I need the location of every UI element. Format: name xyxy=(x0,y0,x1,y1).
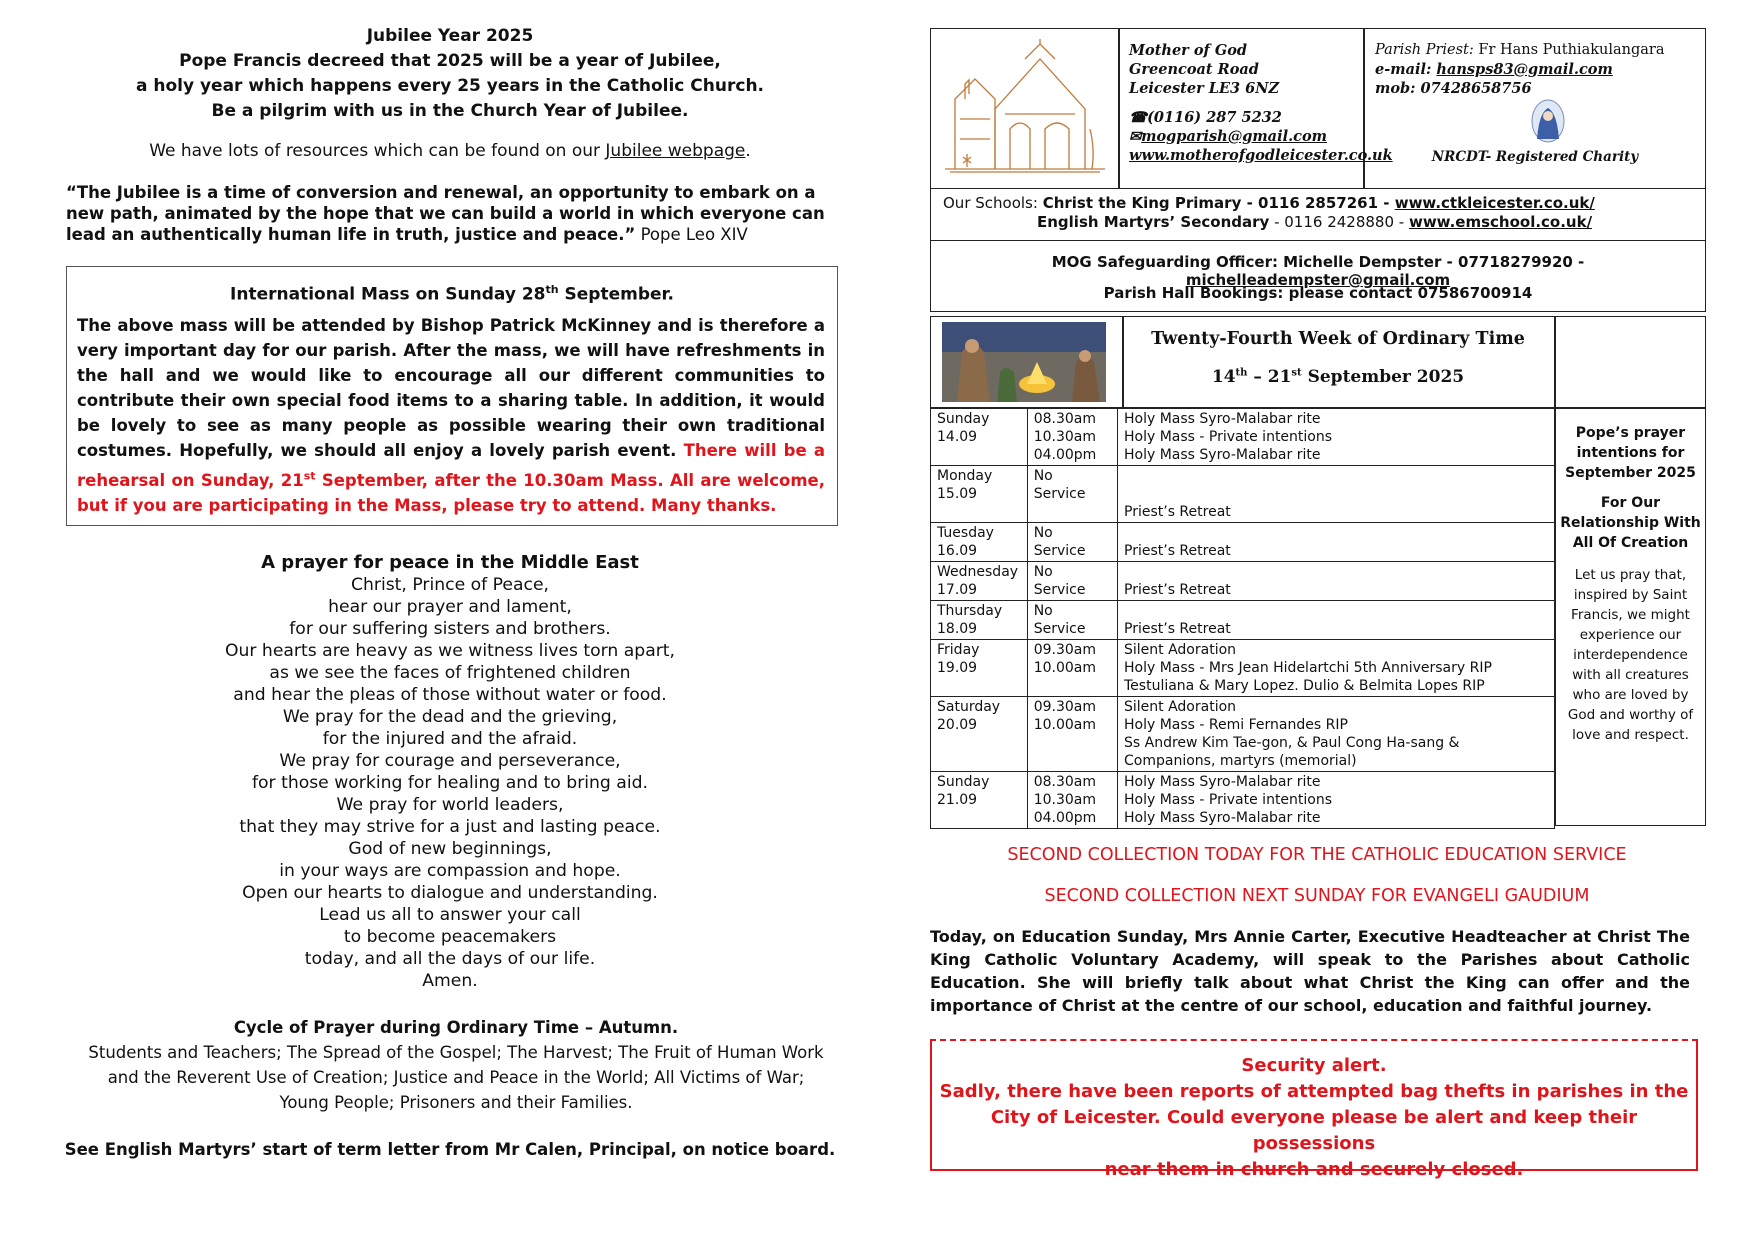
secondary-school-link[interactable]: www.emschool.co.uk/ xyxy=(1408,213,1593,231)
schedule-row xyxy=(931,772,1555,829)
prayer-line: Christ, Prince of Peace, xyxy=(350,575,550,595)
schedule-event xyxy=(1124,602,1548,620)
schedule-event: Companions, martyrs (memorial) xyxy=(1124,753,1357,769)
prayer-line: as we see the faces of frightened children xyxy=(269,663,631,683)
quote-text: “The Jubilee is a time of conversion and renewal, an opportunity to embark on a new path, animated by the hope that we can build a world in which everyone can lead an authentically human life in truth, justice and peace.” xyxy=(66,183,825,244)
prayer-lines xyxy=(0,574,900,992)
secondary-phone: - 0116 2428880 - xyxy=(1269,213,1409,231)
security-line: City of Leicester. Could everyone please be alert and keep their possessions xyxy=(990,1107,1638,1154)
security-alert-box xyxy=(930,1039,1698,1180)
safeguarding-email-link[interactable]: michelleadempster@gmail.com xyxy=(1185,271,1451,289)
prayer-line: hear our prayer and lament, xyxy=(328,597,572,617)
schedule-event-cell xyxy=(1118,466,1555,523)
schedule-event-cell xyxy=(1118,409,1555,466)
schedule-row xyxy=(931,466,1555,523)
schedule-day: Wednesday xyxy=(937,564,1019,580)
education-sunday-notice: Today, on Education Sunday, Mrs Annie Carter, Executive Headteacher at Christ The King Catholic Voluntary Academy, will speak to the Parishes about Catholic Education. She will briefly talk about what Christ the King can offer and the importance of Christ at the centre of our school, education and faithful journey. xyxy=(930,927,1690,1015)
schedule-day-cell xyxy=(931,409,1028,466)
parish-header xyxy=(930,28,1706,189)
priest-mobile: mob: 07428658756 xyxy=(1375,80,1532,97)
schedule-event-cell xyxy=(1118,523,1555,562)
jubilee-line: a holy year which happens every 25 years in the Catholic Church. xyxy=(135,76,765,96)
schedule-time: No xyxy=(1033,525,1053,541)
schedule-time: Service xyxy=(1033,486,1086,502)
schedule-event: Testuliana & Mary Lopez. Dulio & Belmita Lopes RIP xyxy=(1124,678,1485,694)
security-title: Security alert. xyxy=(1241,1055,1387,1076)
schedule-event xyxy=(1124,563,1548,581)
cycle-title: Cycle of Prayer during Ordinary Time – Autumn. xyxy=(233,1018,679,1037)
prayer-line: for those working for healing and to bring aid. xyxy=(251,773,648,793)
pope-body xyxy=(1556,565,1705,745)
address-line: Mother of God xyxy=(1129,42,1248,59)
schedule-event-cell xyxy=(1118,772,1555,829)
collection-next: SECOND COLLECTION NEXT SUNDAY FOR EVANGELI GAUDIUM xyxy=(1044,886,1590,906)
pope-body-line: experience our xyxy=(1579,627,1682,643)
prayer-title: A prayer for peace in the Middle East xyxy=(261,552,639,573)
phone-icon: ☎ xyxy=(1129,109,1148,126)
intl-title-sup: th xyxy=(545,283,559,296)
cycle-line: Young People; Prisoners and their Families. xyxy=(279,1093,633,1112)
parish-address xyxy=(1129,41,1393,165)
schedule-time: 10.00am xyxy=(1033,660,1096,676)
resources-line xyxy=(0,141,900,161)
pope-title xyxy=(1556,423,1705,483)
schedule-time-cell xyxy=(1027,697,1117,772)
schools-line-2 xyxy=(1037,213,1592,232)
schedule-event xyxy=(1124,467,1548,485)
charity-text: NRCDT- Registered Charity xyxy=(1431,149,1639,165)
week-date-start: 14 xyxy=(1211,367,1236,387)
safeguarding-box xyxy=(930,241,1706,312)
schedule-time: 10.30am xyxy=(1033,429,1096,445)
schedule-time: 10.30am xyxy=(1033,792,1096,808)
pope-body-line: Let us pray that, xyxy=(1574,567,1687,583)
schedule-row xyxy=(931,562,1555,601)
cycle-line: Students and Teachers; The Spread of the Gospel; The Harvest; The Fruit of Human Work xyxy=(88,1043,824,1062)
schedule-day-cell xyxy=(931,466,1028,523)
resources-end: . xyxy=(745,141,751,161)
cycle-of-prayer xyxy=(66,1015,846,1115)
prayer-line: for our suffering sisters and brothers. xyxy=(289,619,611,639)
pope-body-line: with all creatures xyxy=(1572,667,1689,683)
schedule-row xyxy=(931,697,1555,772)
schedule-day-cell xyxy=(931,640,1028,697)
schedule-time: 08.30am xyxy=(1033,774,1096,790)
schedule-time: Service xyxy=(1033,543,1086,559)
prayer-line: God of new beginnings, xyxy=(348,839,552,859)
week-date-mid: – 21 xyxy=(1247,367,1292,387)
schedule-time-cell xyxy=(1027,562,1117,601)
intl-body-text: The above mass will be attended by Bishop Patrick McKinney and is therefore a very important day for our parish. After the mass, we will have refreshments in the hall and we would like to encourage all our different communities to contribute their own special food items to a sharing table. In addition, it would be lovely to see as many people as possible wearing their own traditional costumes. Hopefully, we should all enjoy a lovely parish event. xyxy=(77,316,825,460)
schedule-time: No xyxy=(1033,603,1053,619)
english-martyrs-note: See English Martyrs’ start of term letter from Mr Calen, Principal, on notice board. xyxy=(64,1140,836,1159)
primary-school-link[interactable]: www.ctkleicester.co.uk/ xyxy=(1394,194,1595,212)
pope-sub-line: All Of Creation xyxy=(1572,535,1689,551)
pope-title-line: intentions for xyxy=(1576,445,1685,461)
pope-subtitle xyxy=(1556,493,1705,553)
schedule-time-cell xyxy=(1027,466,1117,523)
schedule-time: Service xyxy=(1033,621,1086,637)
schedule-event: Holy Mass Syro-Malabar rite xyxy=(1124,774,1321,790)
schedule-time-cell xyxy=(1027,523,1117,562)
jubilee-line: Be a pilgrim with us in the Church Year of Jubilee. xyxy=(211,101,689,121)
schedule-time: Service xyxy=(1033,582,1086,598)
schedule-day: Saturday xyxy=(937,699,1001,715)
schedule-day: Thursday xyxy=(937,603,1003,619)
schedule-event: Priest’s Retreat xyxy=(1124,543,1231,559)
schedule-day-cell xyxy=(931,697,1028,772)
rehearsal-a: There will be a rehearsal on Sunday, 21 xyxy=(77,441,825,490)
prayer-line: that they may strive for a just and lasting peace. xyxy=(239,817,661,837)
prayer-line: for the injured and the afraid. xyxy=(322,729,578,749)
schedule-event xyxy=(1124,485,1548,503)
priest-email-link[interactable]: hansps83@gmail.com xyxy=(1436,61,1613,78)
prayer-line: We pray for the dead and the grieving, xyxy=(282,707,618,727)
international-mass-box xyxy=(66,266,838,526)
schedule-event: Holy Mass - Private intentions xyxy=(1124,429,1333,445)
prayer-line: We pray for courage and perseverance, xyxy=(279,751,621,771)
priest-email-label: e-mail: xyxy=(1375,61,1437,78)
address-line: Leicester LE3 6NZ xyxy=(1129,80,1280,97)
rehearsal-sup: st xyxy=(303,469,316,482)
prayer-line: Our hearts are heavy as we witness lives torn apart, xyxy=(224,641,676,661)
prayer-line: Lead us all to answer your call xyxy=(319,905,581,925)
schedule-time: 09.30am xyxy=(1033,642,1096,658)
schedule-row xyxy=(931,640,1555,697)
address-line: Greencoat Road xyxy=(1129,61,1259,78)
prayer-line: today, and all the days of our life. xyxy=(304,949,596,969)
schedule-event: Silent Adoration xyxy=(1124,642,1237,658)
schedule-event-cell xyxy=(1118,640,1555,697)
mass-schedule-table xyxy=(930,408,1555,829)
schedule-event: Holy Mass Syro-Malabar rite xyxy=(1124,810,1321,826)
schedule-day: Monday xyxy=(937,468,993,484)
schedule-day-cell xyxy=(931,562,1028,601)
week-sup: th xyxy=(1235,367,1248,379)
peace-prayer xyxy=(0,552,900,992)
schedule-time: 10.00am xyxy=(1033,717,1096,733)
schedule-day: Sunday xyxy=(937,774,990,790)
schedule-event: Holy Mass - Private intentions xyxy=(1124,792,1333,808)
schedule-date: 19.09 xyxy=(937,660,978,676)
envelope-icon: ✉ xyxy=(1129,128,1142,145)
schedule-date: 17.09 xyxy=(937,582,978,598)
schedule-row xyxy=(931,601,1555,640)
pope-body-line: Francis, we might xyxy=(1571,607,1690,623)
jubilee-notice xyxy=(0,24,900,124)
resources-text: We have lots of resources which can be found on our xyxy=(149,141,606,161)
priest-label: Parish Priest: xyxy=(1375,42,1474,58)
intl-title-b: September. xyxy=(558,284,674,305)
schedule-day-cell xyxy=(931,772,1028,829)
schools-line xyxy=(943,194,1595,213)
divider xyxy=(1118,29,1120,188)
cycle-line: and the Reverent Use of Creation; Justice and Peace in the World; All Victims of War; xyxy=(107,1068,805,1087)
week-box xyxy=(930,316,1706,408)
pope-sub-line: For Our xyxy=(1600,495,1661,511)
divider xyxy=(1554,317,1556,407)
schedule-date: 21.09 xyxy=(937,792,978,808)
security-line: Sadly, there have been reports of attempted bag thefts in parishes in the xyxy=(939,1081,1689,1102)
priest-contact xyxy=(1375,41,1664,98)
schedule-row xyxy=(931,523,1555,562)
pope-body-line: who are loved by xyxy=(1572,687,1689,703)
schedule-date: 15.09 xyxy=(937,486,978,502)
priest-name: Fr Hans Puthiakulangara xyxy=(1473,42,1665,58)
schedule-time: 04.00pm xyxy=(1033,810,1097,826)
schools-label: Our Schools: xyxy=(943,194,1043,212)
international-mass-title xyxy=(67,283,837,305)
schedule-event: Priest’s Retreat xyxy=(1124,621,1231,637)
schedule-time: No xyxy=(1033,564,1053,580)
international-mass-body xyxy=(77,313,825,518)
schedule-event xyxy=(1124,524,1548,542)
parish-website-link[interactable]: www.motherofgodleicester.co.uk xyxy=(1129,147,1393,164)
prayer-line: Open our hearts to dialogue and understanding. xyxy=(242,883,658,903)
schedule-event: Priest’s Retreat xyxy=(1124,582,1231,598)
schedule-day: Friday xyxy=(937,642,980,658)
schedule-time: 09.30am xyxy=(1033,699,1096,715)
jubilee-webpage-link[interactable]: Jubilee webpage xyxy=(605,141,746,161)
schedule-time: 08.30am xyxy=(1033,411,1096,427)
schedule-time-cell xyxy=(1027,640,1117,697)
prayer-line: We pray for world leaders, xyxy=(336,795,564,815)
secondary-school: English Martyrs’ Secondary xyxy=(1037,213,1270,231)
pope-body-line: interdependence xyxy=(1573,647,1688,663)
prayer-line: to become peacemakers xyxy=(343,927,557,947)
parish-email-link[interactable]: mogparish@gmail.com xyxy=(1141,128,1327,145)
security-alert xyxy=(932,1053,1696,1183)
safeguarding-text: MOG Safeguarding Officer: Michelle Dempster - 07718279920 - xyxy=(1051,253,1585,271)
collection-today: SECOND COLLECTION TODAY FOR THE CATHOLIC EDUCATION SERVICE xyxy=(1007,845,1627,865)
schedule-event: Priest’s Retreat xyxy=(1124,504,1231,520)
schedule-time-cell xyxy=(1027,601,1117,640)
prayer-line: Amen. xyxy=(422,971,478,991)
schedule-time-cell xyxy=(1027,409,1117,466)
schedule-event: Ss Andrew Kim Tae-gon, & Paul Cong Ha-sang & xyxy=(1124,735,1460,751)
schedule-event: Holy Mass - Mrs Jean Hidelartchi 5th Anniversary RIP xyxy=(1124,660,1492,676)
madonna-icon xyxy=(1531,99,1565,143)
intl-title-a: International Mass on Sunday 28 xyxy=(230,284,546,305)
quote-author: Pope Leo XIV xyxy=(635,225,748,244)
schedule-time-cell xyxy=(1027,772,1117,829)
pope-body-line: love and respect. xyxy=(1572,727,1689,743)
pope-prayer-box xyxy=(1555,408,1706,826)
week-sup: st xyxy=(1291,367,1302,379)
schedule-event: Silent Adoration xyxy=(1124,699,1237,715)
pope-title-line: Pope’s prayer xyxy=(1575,425,1686,441)
emmaus-picture xyxy=(942,322,1106,402)
schedule-event: Holy Mass Syro-Malabar rite xyxy=(1124,447,1321,463)
schedule-day: Tuesday xyxy=(937,525,994,541)
schedule-row xyxy=(931,409,1555,466)
schedule-day: Sunday xyxy=(937,411,990,427)
pope-title-line: September 2025 xyxy=(1565,465,1696,481)
primary-school: Christ the King Primary - 0116 2857261 - xyxy=(1042,194,1395,212)
week-date-end: September 2025 xyxy=(1301,367,1465,387)
schedule-date: 18.09 xyxy=(937,621,978,637)
schedule-event-cell xyxy=(1118,601,1555,640)
prayer-line: in your ways are compassion and hope. xyxy=(279,861,621,881)
hall-bookings: Parish Hall Bookings: please contact 07586700914 xyxy=(1103,284,1533,302)
security-line: near them in church and securely closed. xyxy=(1104,1159,1524,1180)
schedule-event-cell xyxy=(1118,697,1555,772)
schedule-event: Holy Mass Syro-Malabar rite xyxy=(1124,411,1321,427)
prayer-line: and hear the pleas of those without water or food. xyxy=(233,685,667,705)
schedule-date: 16.09 xyxy=(937,543,978,559)
schedule-date: 14.09 xyxy=(937,429,978,445)
parish-phone: (0116) 287 5232 xyxy=(1147,109,1282,126)
jubilee-line: Pope Francis decreed that 2025 will be a year of Jubilee, xyxy=(179,51,721,71)
pope-leo-quote xyxy=(66,182,846,245)
church-sketch xyxy=(945,39,1105,179)
schedule-day-cell xyxy=(931,523,1028,562)
pope-sub-line: Relationship With xyxy=(1560,515,1701,531)
pope-body-line: inspired by Saint xyxy=(1573,587,1688,603)
schedule-date: 20.09 xyxy=(937,717,978,733)
schools-box xyxy=(930,187,1706,241)
week-title: Twenty-Fourth Week of Ordinary Time xyxy=(1151,329,1525,349)
schedule-event: Holy Mass - Remi Fernandes RIP xyxy=(1124,717,1348,733)
schedule-event-cell xyxy=(1118,562,1555,601)
week-dates xyxy=(1122,367,1554,387)
schedule-time: No xyxy=(1033,468,1053,484)
schedule-time: 04.00pm xyxy=(1033,447,1097,463)
schedule-day-cell xyxy=(931,601,1028,640)
jubilee-title: Jubilee Year 2025 xyxy=(366,26,534,46)
pope-body-line: God and worthy of xyxy=(1567,707,1694,723)
rehearsal-b: September, after the 10.30am Mass. All are welcome, but if you are participating in the Mass, please try to attend. Many thanks. xyxy=(77,470,825,515)
